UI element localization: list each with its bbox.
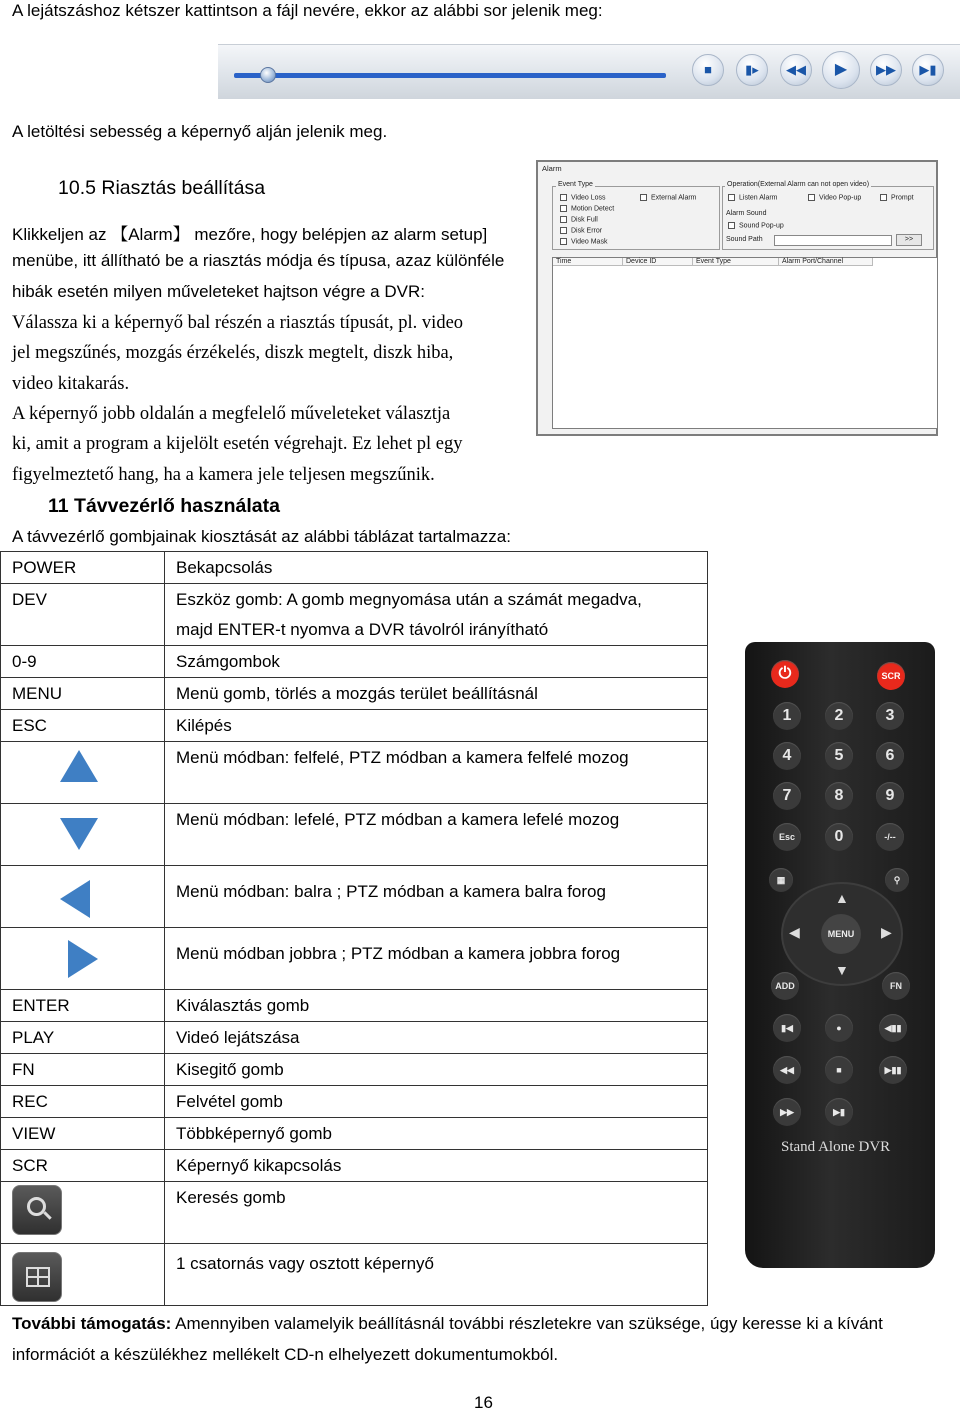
progress-track[interactable] <box>234 73 666 78</box>
prev-icon[interactable]: ▮◀ <box>773 1014 801 1042</box>
button-description: Többképernyő gomb <box>165 1118 708 1150</box>
button-description: Videó lejátszása <box>165 1022 708 1054</box>
checkbox-icon[interactable] <box>880 194 887 201</box>
checkbox-icon[interactable] <box>560 216 567 223</box>
section-title: 11 Távvezérlő használata <box>48 495 280 517</box>
description-line: Eszköz gomb: A gomb megnyomása után a számát megadva, <box>176 590 642 609</box>
button-description <box>165 1244 708 1306</box>
dpad-down-icon[interactable]: ▼ <box>835 962 849 978</box>
sound-path-label: Sound Path <box>726 236 763 243</box>
checkbox-icon[interactable] <box>808 194 815 201</box>
button-name: DEV <box>1 584 165 646</box>
browse-button[interactable]: >> <box>896 234 922 246</box>
table-row <box>1 1182 708 1244</box>
remote-esc-button[interactable]: Esc <box>773 823 801 851</box>
alarm-event-list[interactable] <box>552 257 938 429</box>
table-row <box>1 552 708 584</box>
step-icon[interactable]: ▮▸ <box>736 54 768 86</box>
event-checkbox[interactable]: Motion Detect <box>560 205 614 212</box>
button-icon-cell <box>1 866 165 928</box>
search-button-icon <box>12 1185 62 1235</box>
fast-forward-icon[interactable]: ▶▶ <box>773 1098 801 1126</box>
button-description: Kisegitő gomb <box>165 1054 708 1086</box>
checkbox-icon[interactable] <box>728 222 735 229</box>
multiscreen-icon[interactable]: ▦ <box>769 868 793 892</box>
footer-line <box>12 1314 883 1334</box>
fast-forward-icon[interactable]: ▶▶ <box>870 54 902 86</box>
right-arrow-icon <box>68 940 98 978</box>
operation-label: Operation(External Alarm can not open video) <box>727 181 870 188</box>
multiscreen-button-icon <box>12 1252 62 1302</box>
sound-popup-checkbox[interactable]: Sound Pop-up <box>728 222 784 229</box>
remote-digit-8[interactable]: 8 <box>825 782 853 810</box>
body-line: A képernyő jobb oldalán a megfelelő műveleteket választja <box>12 404 451 424</box>
dpad-right-icon[interactable]: ▶ <box>881 924 892 940</box>
button-icon-cell <box>1 804 165 866</box>
stop-icon[interactable]: ■ <box>825 1056 853 1084</box>
footer-bold: További támogatás: <box>12 1314 172 1333</box>
remote-fn-button[interactable]: FN <box>882 972 910 1000</box>
page-number: 16 <box>474 1393 493 1412</box>
up-arrow-icon <box>60 750 98 782</box>
button-description: Kiválasztás gomb <box>165 990 708 1022</box>
alarm-dialog <box>536 160 938 436</box>
play-pause-icon[interactable]: ▶▮▮ <box>879 1056 907 1084</box>
table-row <box>1 1244 708 1306</box>
remote-digit-1[interactable]: 1 <box>773 702 801 730</box>
download-note: A letöltési sebesség a képernyő alján jelenik meg. <box>12 122 388 141</box>
button-description: Felvétel gomb <box>165 1086 708 1118</box>
body-line: video kitakarás. <box>12 374 130 394</box>
dpad-up-icon[interactable]: ▲ <box>835 890 849 906</box>
sound-path-input[interactable] <box>774 235 892 246</box>
table-row <box>1 804 708 866</box>
table-row <box>1 866 708 928</box>
body-line: jel megszűnés, mozgás érzékelés, diszk megtelt, diszk hiba, <box>12 343 454 363</box>
checkbox-icon[interactable] <box>640 194 647 201</box>
button-name: POWER <box>1 552 165 584</box>
button-description: Keresés gomb <box>165 1182 708 1244</box>
body-line: hibák esetén milyen műveleteket hajtson végre a DVR: <box>12 282 425 301</box>
body-line: Klikkeljen az 【Alarm】 mezőre, hogy belépjen az alarm setup] <box>12 225 488 244</box>
table-row <box>1 1054 708 1086</box>
column-header[interactable]: Alarm Port/Channel <box>779 258 873 266</box>
remote-brand-label: Stand Alone DVR <box>781 1139 891 1155</box>
button-description: Számgombok <box>165 646 708 678</box>
table-row <box>1 710 708 742</box>
body-line: figyelmeztető hang, ha a kamera jele teljesen megszűnik. <box>12 465 435 485</box>
next-icon[interactable]: ▶▮ <box>825 1098 853 1126</box>
column-header[interactable]: Time <box>553 258 623 266</box>
checkbox-icon[interactable] <box>560 205 567 212</box>
button-description: Képernyő kikapcsolás <box>165 1150 708 1182</box>
body-line: Válassza ki a képernyő bal részén a riasztás típusát, pl. video <box>12 313 464 333</box>
alarm-sound-label: Alarm Sound <box>726 210 767 217</box>
remote-digit-0[interactable]: 0 <box>825 823 853 851</box>
remote-menu-button[interactable]: MENU <box>821 914 861 954</box>
remote-control <box>745 642 935 1268</box>
button-name: MENU <box>1 678 165 710</box>
button-name: ESC <box>1 710 165 742</box>
table-row <box>1 1150 708 1182</box>
stop-icon[interactable]: ■ <box>692 54 724 86</box>
remote-dash-button[interactable]: -/-- <box>876 823 904 851</box>
section-title: 10.5 Riasztás beállítása <box>58 177 266 199</box>
description-line: 1 csatornás vagy osztott képernyő <box>176 1254 434 1273</box>
button-name: SCR <box>1 1150 165 1182</box>
checkbox-icon[interactable] <box>560 227 567 234</box>
rewind-icon[interactable]: ◀◀ <box>773 1056 801 1084</box>
record-icon[interactable]: ● <box>825 1014 853 1042</box>
next-icon[interactable]: ▶▮ <box>912 54 944 86</box>
alarm-title: Alarm <box>542 164 562 173</box>
search-icon[interactable]: ⚲ <box>885 868 909 892</box>
operation-checkbox[interactable]: Prompt <box>880 194 914 201</box>
checkbox-icon[interactable] <box>728 194 735 201</box>
remote-add-button[interactable]: ADD <box>771 972 799 1000</box>
remote-digit-4[interactable]: 4 <box>773 742 801 770</box>
footer-line: információt a készülékhez mellékelt CD-n elhelyezett dokumentumokból. <box>12 1345 559 1364</box>
play-icon[interactable]: ▶ <box>822 51 860 89</box>
button-description: Menü módban: felfelé, PTZ módban a kamera felfelé mozog <box>165 742 708 804</box>
progress-thumb[interactable] <box>260 67 276 83</box>
button-description <box>165 584 708 646</box>
button-description <box>165 866 708 928</box>
dpad[interactable] <box>781 882 903 986</box>
button-icon-cell <box>1 742 165 804</box>
table-row <box>1 1118 708 1150</box>
slow-icon[interactable]: ◀▮▮ <box>879 1014 907 1042</box>
button-icon-cell <box>1 1244 165 1306</box>
dpad-left-icon[interactable]: ◀ <box>789 924 800 940</box>
table-row <box>1 678 708 710</box>
operation-checkbox[interactable]: Video Pop-up <box>808 194 861 201</box>
description-line: majd ENTER-t nyomva a DVR távolról irányítható <box>176 620 549 639</box>
media-player-bar <box>218 44 960 99</box>
button-icon-cell <box>1 928 165 990</box>
remote-digit-7[interactable]: 7 <box>773 782 801 810</box>
remote-digit-2[interactable]: 2 <box>825 702 853 730</box>
remote-buttons-table <box>0 551 708 1306</box>
button-name: ENTER <box>1 990 165 1022</box>
footer-text: Amennyiben valamelyik beállításnál további részletekre van szüksége, úgy keresse ki a kívánt <box>171 1314 883 1333</box>
event-checkbox[interactable]: Disk Error <box>560 227 602 234</box>
remote-digit-5[interactable]: 5 <box>825 742 853 770</box>
down-arrow-icon <box>60 818 98 850</box>
table-caption: A távvezérlő gombjainak kiosztását az alábbi táblázat tartalmazza: <box>12 527 511 546</box>
description-line: Menü módban: balra ; PTZ módban a kamera balra forog <box>176 882 606 901</box>
power-icon[interactable]: ⏻ <box>771 660 799 688</box>
table-row <box>1 1022 708 1054</box>
description-line: Menü módban jobbra ; PTZ módban a kamera jobbra forog <box>176 944 621 963</box>
column-header[interactable]: Device ID <box>623 258 693 266</box>
table-row <box>1 928 708 990</box>
button-name: PLAY <box>1 1022 165 1054</box>
table-row <box>1 990 708 1022</box>
button-description <box>165 928 708 990</box>
body-line: menübe, itt állítható be a riasztás módja és típusa, azaz különféle <box>12 251 505 270</box>
left-arrow-icon <box>60 880 90 918</box>
button-name: 0-9 <box>1 646 165 678</box>
event-checkbox[interactable]: Disk Full <box>560 216 598 223</box>
button-icon-cell <box>1 1182 165 1244</box>
button-description: Menü módban: lefelé, PTZ módban a kamera lefelé mozog <box>165 804 708 866</box>
remote-digit-3[interactable]: 3 <box>876 702 904 730</box>
button-description: Menü gomb, törlés a mozgás terület beállításnál <box>165 678 708 710</box>
table-row <box>1 742 708 804</box>
external-alarm-checkbox[interactable]: External Alarm <box>640 194 697 201</box>
button-name: REC <box>1 1086 165 1118</box>
remote-digit-6[interactable]: 6 <box>876 742 904 770</box>
event-type-label: Event Type <box>558 181 593 188</box>
body-line: ki, amit a program a kijelölt esetén végrehajt. Ez lehet pl egy <box>12 434 463 454</box>
table-row <box>1 646 708 678</box>
button-description: Kilépés <box>165 710 708 742</box>
column-header[interactable]: Event Type <box>693 258 779 266</box>
intro-text: A lejátszáshoz kétszer kattintson a fájl nevére, ekkor az alábbi sor jelenik meg: <box>12 1 603 20</box>
operation-checkbox[interactable]: Listen Alarm <box>728 194 778 201</box>
remote-digit-9[interactable]: 9 <box>876 782 904 810</box>
table-row <box>1 1086 708 1118</box>
button-name: FN <box>1 1054 165 1086</box>
button-description: Bekapcsolás <box>165 552 708 584</box>
event-checkbox[interactable]: Video Loss <box>560 194 606 201</box>
rewind-icon[interactable]: ◀◀ <box>780 54 812 86</box>
table-row <box>1 584 708 646</box>
button-name: VIEW <box>1 1118 165 1150</box>
event-checkbox[interactable]: Video Mask <box>560 238 607 245</box>
checkbox-icon[interactable] <box>560 238 567 245</box>
remote-scr-button[interactable]: SCR <box>877 662 905 690</box>
checkbox-icon[interactable] <box>560 194 567 201</box>
